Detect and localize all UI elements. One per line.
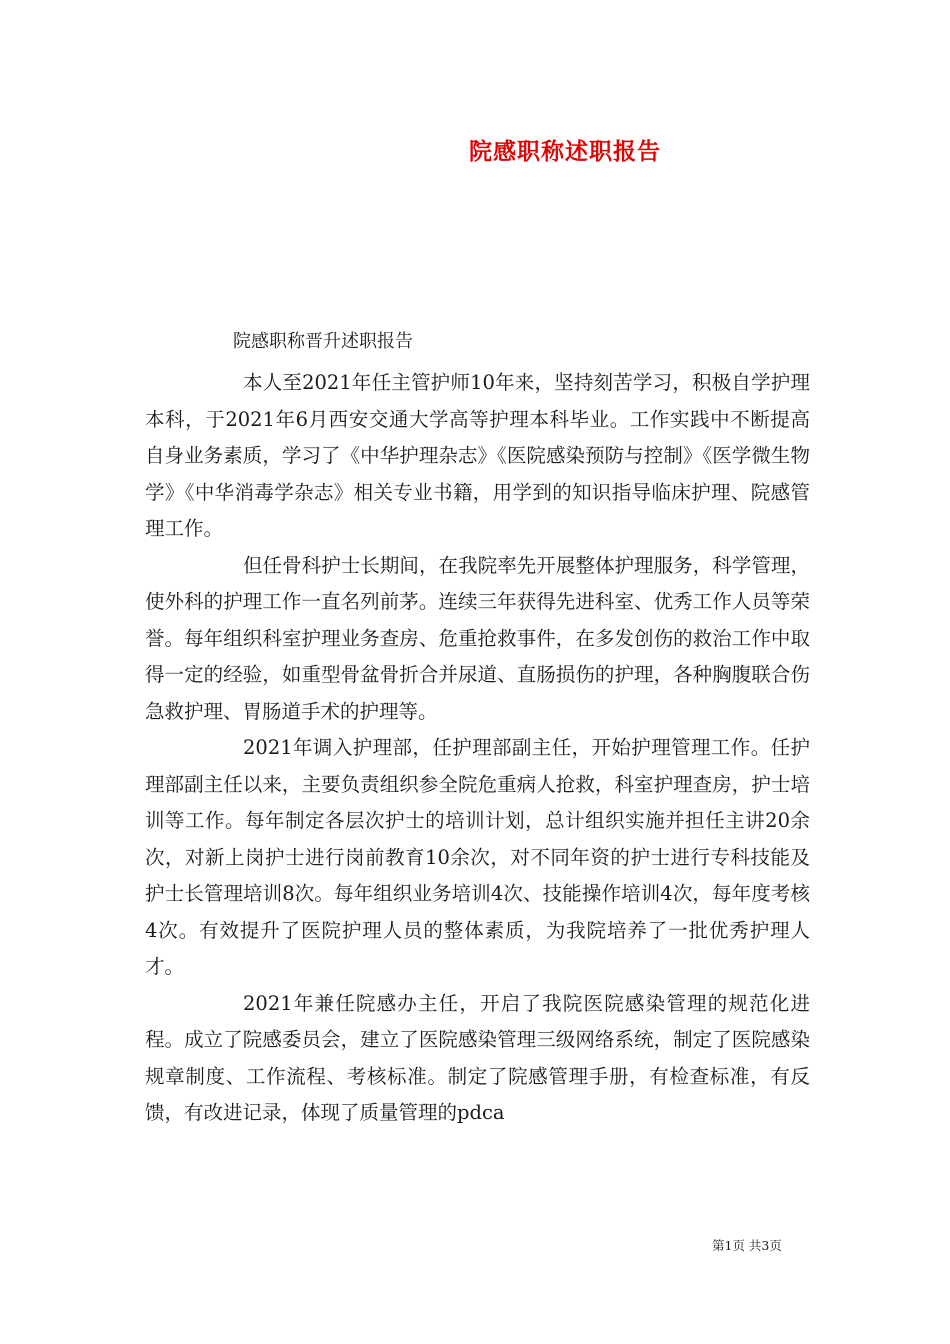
document-body xyxy=(145,365,810,1132)
paragraph-2: 但任骨科护士长期间，在我院率先开展整体护理服务，科学管理，使外科的护理工作一直名列前茅。连续三年获得先进科室、优秀工作人员等荣誉。每年组织科室护理业务查房、危重抢救事件，在多发创伤的救治工作中取得一定的经验，如重型骨盆骨折合并尿道、直肠损伤的护理，各种胸腹联合伤急救护理、胃肠道手术的护理等。 xyxy=(145,553,810,723)
paragraph-1: 本人至2021年任主管护师10年来，坚持刻苦学习，积极自学护理本科，于2021年6月西安交通大学高等护理本科毕业。工作实践中不断提高自身业务素质，学习了《中华护理杂志》《医院感染预防与控制》《医学微生物学》《中华消毒学杂志》相关专业书籍，用学到的知识指导临床护理、院感管理工作。 xyxy=(145,371,810,540)
page-number-footer: 第1页 共3页 xyxy=(712,1238,782,1253)
paragraph-3: 2021年调入护理部，任护理部副主任，开始护理管理工作。任护理部副主任以来，主要负责组织参全院危重病人抢救，科室护理查房，护士培训等工作。每年制定各层次护士的培训计划，总计组织实施并担任主讲20余次，对新上岗护士进行岗前教育10余次，对不同年资的护士进行专科技能及护士长管理培训8次。每年组织业务培训4次、技能操作培训4次，每年度考核4次。有效提升了医院护理人员的整体素质，为我院培养了一批优秀护理人才。 xyxy=(145,736,810,978)
document-title: 院感职称述职报告 xyxy=(469,138,661,165)
document-subtitle: 院感职称晋升述职报告 xyxy=(233,331,413,352)
paragraph-4: 2021年兼任院感办主任，开启了我院医院感染管理的规范化进程。成立了院感委员会，建立了医院感染管理三级网络系统，制定了医院感染规章制度、工作流程、考核标准。制定了院感管理手册，有检查标准，有反馈，有改进记录，体现了质量管理的pdca xyxy=(145,991,810,1124)
